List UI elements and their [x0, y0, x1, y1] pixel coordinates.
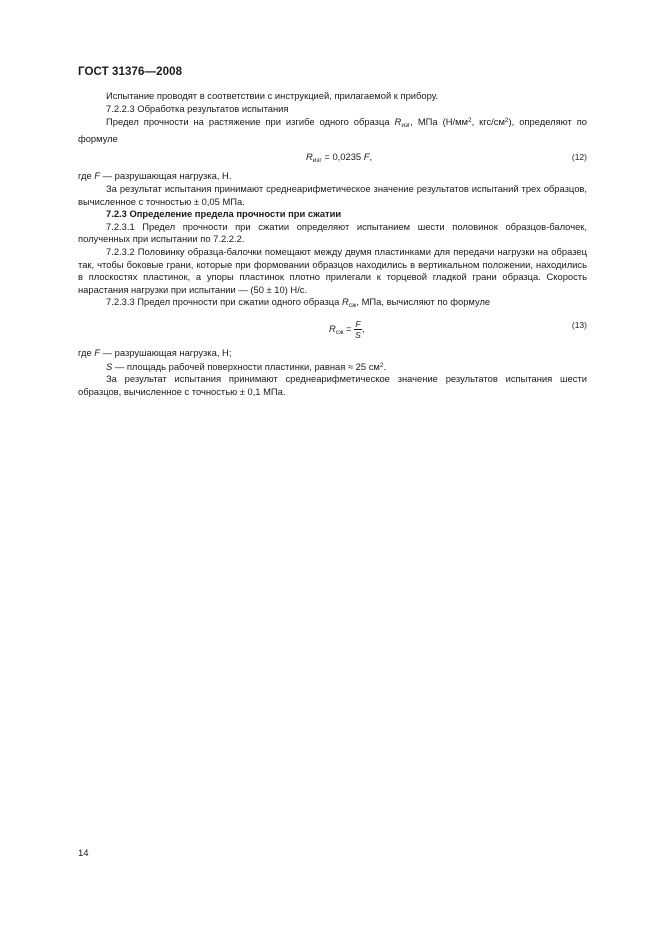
formula-13-expression: $R_{сж}$ = $\frac{F}{S}$ ,	[329, 318, 365, 340]
document-header: ГОСТ 31376—2008	[78, 66, 183, 78]
paragraph-area-s: S — площадь рабочей поверхности пластинки, равная ≈ 25 $см^2$.	[106, 360, 387, 372]
section-7-2-3-3: 7.2.3.3 Предел прочности при сжатии одного образца $R_{сж}$, МПа, вычисляют по формуле	[106, 296, 491, 310]
paragraph-where-f-2: где F — разрушающая нагрузка, Н;	[78, 346, 232, 358]
section-7-2-3-heading: 7.2.3 Определение предела прочности при сжатии	[106, 208, 342, 220]
paragraph-result-six: За результат испытания принимают среднеарифметическое значение результатов испытания шести образцов, вычисленное с точностью ± 0,1 МПа.	[78, 373, 587, 397]
paragraph-bending-strength: Предел прочности на растяжение при изгибе одного образца $R_{изг}$, МПа ($Н/мм^2$, кгс/$см^2$), определяют по формуле	[78, 116, 588, 144]
page-number: 14	[78, 848, 89, 859]
formula-12-number: (12)	[571, 152, 587, 163]
paragraph-where-f: где F — разрушающая нагрузка, Н.	[78, 170, 232, 182]
section-7-2-3-1: 7.2.3.1 Предел прочности при сжатии определяют испытанием шести половинок образцов-балочек, полученных при испытании по 7.2.2.2.	[78, 220, 587, 245]
formula-12	[78, 145, 587, 170]
formula-13-fraction: $\frac{F}{S}$	[355, 318, 361, 340]
section-7-2-3-2: 7.2.3.2 Половинку образца-балочки помещают между двумя пластинками для передачи нагрузки на образец так, чтобы боковые грани, которые при формовании образцов находились в вертикальном положении, находились в плоскостях пластинок, а упоры пластинок плотно прилегали к торцевой гладкой грани образца. Скорость нарастания нагрузки при испытании — (50 ± 10) Н/с.	[78, 245, 587, 295]
formula-13	[78, 313, 587, 347]
section-7-2-2-3: 7.2.2.3 Обработка результатов испытания	[106, 102, 289, 114]
formula-13-number: (13)	[571, 319, 587, 330]
paragraph-test-procedure: Испытание проводят в соответствии с инструкцией, прилагаемой к прибору.	[106, 90, 439, 101]
formula-12-expression: $R_{изг} = 0,0235$ F,	[306, 151, 373, 165]
document-body	[78, 90, 587, 398]
paragraph-result-three: За результат испытания принимают среднеарифметическое значение результатов испытаний трех образцов, вычисленное с точностью ± 0,05 МПа.	[78, 182, 587, 207]
